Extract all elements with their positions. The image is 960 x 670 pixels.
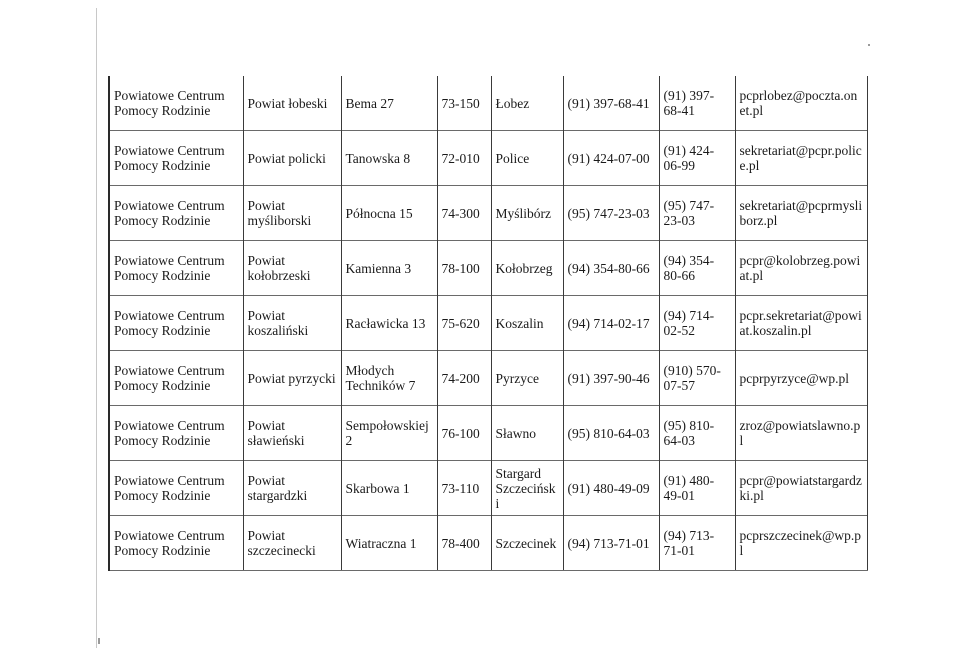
cell-email: pcpr@powiatstargardzki.pl [735,461,867,516]
cell-phone: (91) 424-07-00 [563,131,659,186]
cell-fax: (95) 747-23-03 [659,186,735,241]
cell-street: Wiatraczna 1 [341,516,437,571]
cell-street: Skarbowa 1 [341,461,437,516]
cell-phone: (94) 354-80-66 [563,241,659,296]
cell-street: Północna 15 [341,186,437,241]
scan-speck [98,638,100,644]
cell-postal: 76-100 [437,406,491,461]
cell-name: Powiatowe Centrum Pomocy Rodzinie [109,186,243,241]
cell-fax: (94) 714-02-52 [659,296,735,351]
table-row [109,241,867,296]
cell-fax: (91) 397-68-41 [659,76,735,131]
cell-county: Powiat łobeski [243,76,341,131]
cell-email: pcpr.sekretariat@powiat.koszalin.pl [735,296,867,351]
cell-city: Police [491,131,563,186]
cell-postal: 75-620 [437,296,491,351]
cell-postal: 73-110 [437,461,491,516]
cell-street: Młodych Techników 7 [341,351,437,406]
cell-street: Racławicka 13 [341,296,437,351]
cell-fax: (94) 713-71-01 [659,516,735,571]
cell-city: Kołobrzeg [491,241,563,296]
cell-name: Powiatowe Centrum Pomocy Rodzinie [109,516,243,571]
table-row [109,76,867,131]
cell-postal: 72-010 [437,131,491,186]
table-body [109,76,867,571]
cell-name: Powiatowe Centrum Pomocy Rodzinie [109,131,243,186]
cell-city: Szczecinek [491,516,563,571]
cell-postal: 74-300 [437,186,491,241]
cell-street: Kamienna 3 [341,241,437,296]
cell-county: Powiat policki [243,131,341,186]
cell-name: Powiatowe Centrum Pomocy Rodzinie [109,241,243,296]
cell-postal: 78-400 [437,516,491,571]
cell-street: Bema 27 [341,76,437,131]
cell-county: Powiat stargardzki [243,461,341,516]
cell-phone: (94) 714-02-17 [563,296,659,351]
cell-street: Tanowska 8 [341,131,437,186]
cell-city: Sławno [491,406,563,461]
cell-fax: (91) 480-49-01 [659,461,735,516]
cell-email: sekretariat@pcprmysliborz.pl [735,186,867,241]
table-row [109,406,867,461]
cell-county: Powiat pyrzycki [243,351,341,406]
cell-county: Powiat myśliborski [243,186,341,241]
table-row [109,296,867,351]
cell-county: Powiat sławieński [243,406,341,461]
table-row [109,461,867,516]
cell-email: pcprpyrzyce@wp.pl [735,351,867,406]
cell-phone: (91) 480-49-09 [563,461,659,516]
cell-name: Powiatowe Centrum Pomocy Rodzinie [109,406,243,461]
cell-phone: (95) 747-23-03 [563,186,659,241]
cell-email: zroz@powiatslawno.pl [735,406,867,461]
cell-phone: (95) 810-64-03 [563,406,659,461]
cell-name: Powiatowe Centrum Pomocy Rodzinie [109,351,243,406]
cell-city: Koszalin [491,296,563,351]
cell-name: Powiatowe Centrum Pomocy Rodzinie [109,461,243,516]
table-row [109,351,867,406]
cell-email: pcprszczecinek@wp.pl [735,516,867,571]
cell-city: Myślibórz [491,186,563,241]
cell-phone: (94) 713-71-01 [563,516,659,571]
pcpr-contact-table [108,76,868,571]
cell-phone: (91) 397-68-41 [563,76,659,131]
cell-county: Powiat szczecinecki [243,516,341,571]
cell-fax: (910) 570-07-57 [659,351,735,406]
cell-name: Powiatowe Centrum Pomocy Rodzinie [109,296,243,351]
cell-postal: 73-150 [437,76,491,131]
cell-county: Powiat koszaliński [243,296,341,351]
cell-email: pcprlobez@poczta.onet.pl [735,76,867,131]
cell-fax: (94) 354-80-66 [659,241,735,296]
scan-edge-mark [96,8,97,648]
cell-email: sekretariat@pcpr.police.pl [735,131,867,186]
cell-phone: (91) 397-90-46 [563,351,659,406]
cell-fax: (91) 424-06-99 [659,131,735,186]
cell-email: pcpr@kolobrzeg.powiat.pl [735,241,867,296]
cell-city: Stargard Szczeciński [491,461,563,516]
cell-postal: 78-100 [437,241,491,296]
table-row [109,186,867,241]
cell-postal: 74-200 [437,351,491,406]
cell-name: Powiatowe Centrum Pomocy Rodzinie [109,76,243,131]
cell-county: Powiat kołobrzeski [243,241,341,296]
cell-fax: (95) 810-64-03 [659,406,735,461]
table-row [109,516,867,571]
cell-street: Sempołowskiej 2 [341,406,437,461]
table-row [109,131,867,186]
scan-speck [868,44,870,46]
cell-city: Łobez [491,76,563,131]
cell-city: Pyrzyce [491,351,563,406]
